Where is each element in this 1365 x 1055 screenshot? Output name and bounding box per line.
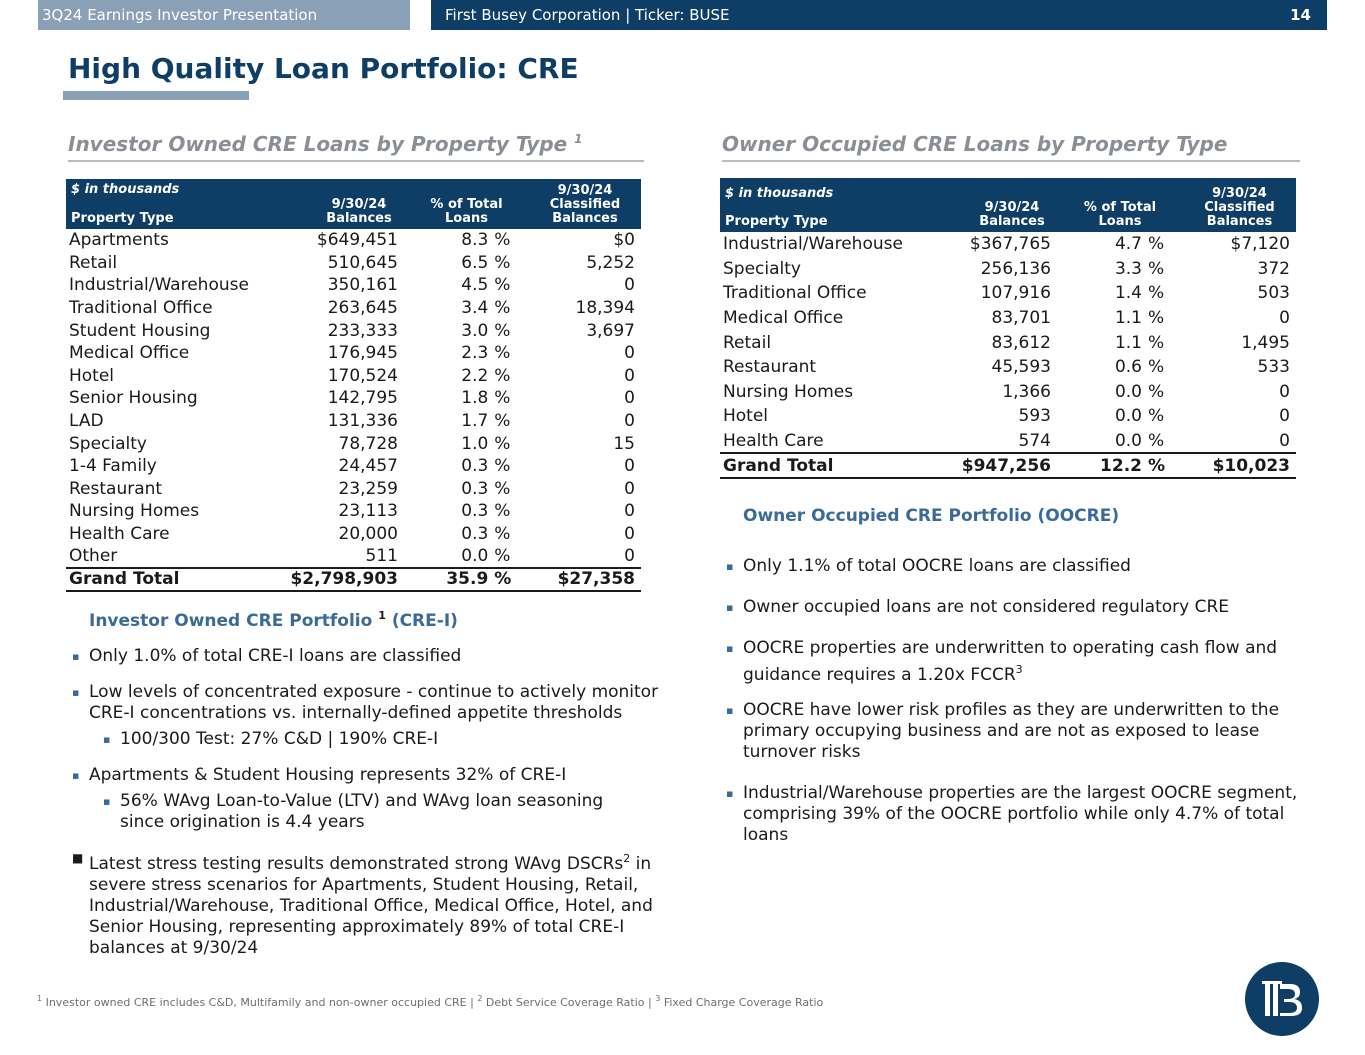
classified-cell: 0 [624, 343, 635, 364]
table-row [720, 306, 1296, 331]
pct-total-cell: 0.0 [461, 546, 489, 567]
bullet-icon: ▪ [72, 769, 80, 782]
table-row [66, 252, 641, 275]
grand-total-row [720, 453, 1296, 478]
table-row [66, 455, 641, 478]
investor-portfolio-heading: Investor Owned CRE Portfolio $^1$ (CRE-I) [89, 609, 458, 631]
classified-cell: 0 [624, 456, 635, 477]
table-row [66, 545, 641, 568]
col-pct-total: % of Total Loans [404, 179, 529, 229]
bullet-icon: ▪ [726, 560, 734, 573]
table-row [66, 523, 641, 546]
classified-cell: 0 [624, 478, 635, 499]
pct-total-cell: 2.2 [461, 365, 489, 386]
property-type-cell: Nursing Homes [723, 381, 854, 402]
pct-total-cell: 0.3 [461, 456, 489, 477]
balance-cell: 510,645 [327, 252, 398, 273]
percent-sign: % [1148, 308, 1165, 329]
classified-cell: 5,252 [586, 252, 635, 273]
percent-sign: % [494, 546, 511, 567]
classified-cell: $27,358 [529, 568, 641, 591]
balance-cell: 23,113 [338, 501, 398, 522]
classified-cell: 372 [1257, 258, 1290, 279]
pct-total-cell: 1.8 [461, 388, 489, 409]
classified-cell: 0 [1279, 430, 1290, 451]
balance-cell: 176,945 [327, 343, 398, 364]
bullet-icon: ▪ [726, 601, 734, 614]
property-type-cell: Retail [69, 252, 118, 273]
classified-cell: 1,495 [1241, 332, 1290, 353]
property-type-cell: Apartments [69, 230, 169, 251]
col-property-type: $ in thousands Property Type [66, 179, 262, 229]
units-label: $ in thousands [71, 182, 180, 197]
balance-cell: 142,795 [327, 388, 398, 409]
balance-cell: 511 [365, 546, 398, 567]
balance-cell: $947,256 [917, 453, 1057, 478]
classified-cell: 0 [624, 524, 635, 545]
property-type-cell: Specialty [723, 258, 801, 279]
investor-bullet-2a: ▪ 100/300 Test: 27% C&D | 190% CRE-I [103, 729, 439, 749]
percent-sign: % [1148, 258, 1165, 279]
property-type-cell: Restaurant [723, 357, 817, 378]
investor-bullet-2: ▪ Low levels of concentrated exposure - continue to actively monitor CRE-I concentrations vs. internally-defined appetite thresholds [72, 682, 659, 723]
balance-cell: 233,333 [327, 320, 398, 341]
col-pct-total: % of Total Loans [1057, 178, 1183, 232]
balance-cell: 350,161 [327, 275, 398, 296]
percent-sign: % [1148, 381, 1165, 402]
classified-cell: 0 [624, 411, 635, 432]
table-row [720, 355, 1296, 380]
pct-total-cell: 0.3 [461, 524, 489, 545]
balance-cell: 45,593 [991, 357, 1051, 378]
owner-cre-table [720, 178, 1296, 479]
bullet-icon: ▪ [103, 795, 111, 808]
investor-bullet-1: ▪ Only 1.0% of total CRE-I loans are classified [72, 646, 462, 666]
owner-bullet-3: ▪ OOCRE properties are underwritten to operating cash flow and guidance requires a 1.20x FCCR$^3$ [726, 638, 1278, 685]
investor-bullet-3: ▪ Apartments & Student Housing represents 32% of CRE-I [72, 765, 567, 785]
table-row [720, 380, 1296, 405]
classified-cell: 3,697 [586, 320, 635, 341]
table-row [720, 281, 1296, 306]
pct-total-cell: 35.9 [404, 568, 490, 591]
percent-sign: % [494, 433, 511, 454]
pct-total-cell: 1.0 [461, 433, 489, 454]
table-row [66, 500, 641, 523]
percent-sign: % [494, 365, 511, 386]
col-balances: 9/30/24 Balances [917, 178, 1057, 232]
percent-sign: % [494, 343, 511, 364]
bullet-icon: ▪ [103, 733, 111, 746]
owner-bullet-1: ▪ Only 1.1% of total OOCRE loans are classified [726, 556, 1131, 576]
company-ticker-bar [431, 0, 1327, 30]
table-row [720, 404, 1296, 429]
classified-cell: 18,394 [575, 298, 635, 319]
classified-cell: 15 [613, 433, 635, 454]
property-type-cell: Hotel [69, 365, 115, 386]
property-type-cell: Medical Office [69, 343, 190, 364]
pct-total-cell: 1.1 [1114, 308, 1142, 329]
pct-total-cell: 3.3 [1114, 258, 1142, 279]
table-row [66, 297, 641, 320]
balance-cell: 263,645 [327, 298, 398, 319]
bullet-icon: ▪ [72, 650, 80, 663]
classified-cell: 0 [624, 365, 635, 386]
col-property-type: $ in thousands Property Type [720, 178, 917, 232]
table-row [66, 478, 641, 501]
balance-cell: $367,765 [969, 234, 1051, 255]
percent-sign: % [494, 501, 511, 522]
investor-section-heading: Investor Owned CRE Loans by Property Type $^1$ [68, 132, 644, 162]
pct-total-cell: 3.4 [461, 298, 489, 319]
percent-sign: % [1148, 332, 1165, 353]
percent-sign: % [490, 568, 529, 591]
pct-total-cell: 1.1 [1114, 332, 1142, 353]
classified-cell: 0 [624, 546, 635, 567]
pct-total-cell: 0.0 [1114, 406, 1142, 427]
percent-sign: % [494, 275, 511, 296]
pct-total-cell: 1.7 [461, 411, 489, 432]
bullet-icon: ▪ [726, 642, 734, 655]
property-type-cell: Medical Office [723, 308, 844, 329]
balance-cell: $649,451 [316, 230, 398, 251]
property-type-cell: LAD [69, 411, 104, 432]
percent-sign: % [494, 252, 511, 273]
footnote-ref: 2 [623, 852, 631, 865]
owner-bullet-4: ▪ OOCRE have lower risk profiles as they are underwritten to the primary occupying business and are not as exposed to lease turnover risks [726, 700, 1280, 762]
owner-bullet-5: ▪ Industrial/Warehouse properties are the largest OOCRE segment, comprising 39% of the OOCRE portfolio while only 4.7% of total loans [726, 783, 1298, 845]
balance-cell: 20,000 [338, 524, 398, 545]
classified-cell: $10,023 [1183, 453, 1296, 478]
pct-total-cell: 6.5 [461, 252, 489, 273]
bullet-icon: ■ [72, 851, 84, 865]
percent-sign: % [494, 411, 511, 432]
balance-cell: 83,612 [991, 332, 1051, 353]
classified-cell: 533 [1257, 357, 1290, 378]
owner-bullet-2: ▪ Owner occupied loans are not considered regulatory CRE [726, 597, 1230, 617]
pct-total-cell: 3.0 [461, 320, 489, 341]
property-type-cell: Student Housing [69, 320, 211, 341]
property-type-cell: Specialty [69, 433, 147, 454]
table-row [66, 432, 641, 455]
pct-total-cell: 0.0 [1114, 381, 1142, 402]
table-row [66, 274, 641, 297]
property-type-cell: Traditional Office [69, 298, 213, 319]
pct-total-cell: 12.2 [1057, 453, 1144, 478]
page-title: High Quality Loan Portfolio: CRE [68, 52, 579, 85]
owner-section-heading: Owner Occupied CRE Loans by Property Type [722, 132, 1300, 162]
percent-sign: % [494, 230, 511, 251]
classified-cell: $0 [613, 230, 635, 251]
balance-cell: 83,701 [991, 308, 1051, 329]
percent-sign: % [494, 320, 511, 341]
bullet-icon: ▪ [72, 686, 80, 699]
balance-cell: 24,457 [338, 456, 398, 477]
table-row [720, 429, 1296, 454]
balance-cell: 78,728 [338, 433, 398, 454]
table-row [66, 319, 641, 342]
percent-sign: % [1148, 406, 1165, 427]
pct-total-cell: 8.3 [461, 230, 489, 251]
owner-portfolio-heading: Owner Occupied CRE Portfolio (OOCRE) [743, 506, 1120, 526]
property-type-cell: Industrial/Warehouse [69, 275, 249, 296]
footnote-ref: 1 [574, 132, 583, 146]
table-row [66, 342, 641, 365]
pct-total-cell: 0.3 [461, 478, 489, 499]
footnote-ref: 3 [1015, 663, 1023, 676]
busey-logo-icon [1245, 962, 1319, 1036]
percent-sign: % [494, 524, 511, 545]
col-classified: 9/30/24 Classified Balances [529, 179, 641, 229]
pct-total-cell: 2.3 [461, 343, 489, 364]
percent-sign: % [1144, 453, 1183, 478]
property-type-cell: Other [69, 546, 118, 567]
percent-sign: % [1148, 430, 1165, 451]
investor-bullet-3a: ▪ 56% WAvg Loan-to-Value (LTV) and WAvg loan seasoning since origination is 4.4 years [103, 791, 604, 832]
percent-sign: % [1148, 357, 1165, 378]
percent-sign: % [1148, 234, 1165, 255]
presentation-title: 3Q24 Earnings Investor Presentation [38, 0, 410, 30]
company-ticker: First Busey Corporation | Ticker: BUSE [445, 6, 730, 24]
bullet-icon: ▪ [726, 787, 734, 800]
balance-cell: $2,798,903 [262, 568, 404, 591]
title-underline [63, 91, 249, 100]
col-balances: 9/30/24 Balances [262, 179, 404, 229]
table-row [66, 410, 641, 433]
pct-total-cell: 0.3 [461, 501, 489, 522]
classified-cell: 0 [624, 388, 635, 409]
classified-cell: 503 [1257, 283, 1290, 304]
table-row [66, 387, 641, 410]
balance-cell: 593 [1018, 406, 1051, 427]
investor-bullet-4: ■ Latest stress testing results demonstrated strong WAvg DSCRs$^2$ in severe stress scenarios for Apartments, Student Housing, Retail, Industrial/Warehouse, Traditional Office, Medical Office, Hotel, and Senior Housing, representing approximately 89% of total CRE-I balances at 9/30/24 [89, 848, 679, 959]
property-type-cell: Nursing Homes [69, 501, 200, 522]
bullet-icon: ▪ [726, 704, 734, 717]
units-label: $ in thousands [725, 186, 834, 201]
table-row [720, 232, 1296, 257]
percent-sign: % [494, 456, 511, 477]
classified-cell: 0 [1279, 381, 1290, 402]
property-type-cell: Senior Housing [69, 388, 198, 409]
classified-cell: 0 [1279, 308, 1290, 329]
property-type-cell: 1-4 Family [69, 456, 157, 477]
classified-cell: 0 [624, 275, 635, 296]
property-type-cell: Grand Total [720, 453, 917, 478]
property-type-cell: Traditional Office [723, 283, 867, 304]
balance-cell: 131,336 [327, 411, 398, 432]
footnote-ref: 1 [378, 609, 386, 622]
balance-cell: 1,366 [1002, 381, 1051, 402]
pct-total-cell: 1.4 [1114, 283, 1142, 304]
table-row [720, 257, 1296, 282]
property-type-cell: Grand Total [66, 568, 262, 591]
pct-total-cell: 0.6 [1114, 357, 1142, 378]
percent-sign: % [494, 478, 511, 499]
percent-sign: % [494, 298, 511, 319]
property-type-cell: Health Care [723, 430, 824, 451]
percent-sign: % [1148, 283, 1165, 304]
table-row [66, 229, 641, 252]
percent-sign: % [494, 388, 511, 409]
classified-cell: $7,120 [1230, 234, 1290, 255]
grand-total-row [66, 568, 641, 591]
property-type-cell: Restaurant [69, 478, 163, 499]
classified-cell: 0 [1279, 406, 1290, 427]
table-row [66, 365, 641, 388]
table-row [720, 330, 1296, 355]
balance-cell: 170,524 [327, 365, 398, 386]
pct-total-cell: 4.7 [1114, 234, 1142, 255]
footnotes: $^1$ Investor owned CRE includes C&D, Multifamily and non-owner occupied CRE | $^2$ Debt Service Coverage Ratio | $^3$ Fixed Charge Coverage Ratio [37, 994, 824, 1009]
col-classified: 9/30/24 Classified Balances [1183, 178, 1296, 232]
pct-total-cell: 0.0 [1114, 430, 1142, 451]
property-type-cell: Health Care [69, 524, 170, 545]
property-type-cell: Industrial/Warehouse [723, 234, 903, 255]
property-type-cell: Retail [723, 332, 772, 353]
balance-cell: 107,916 [980, 283, 1051, 304]
balance-cell: 256,136 [980, 258, 1051, 279]
investor-cre-table [66, 179, 641, 592]
classified-cell: 0 [624, 501, 635, 522]
balance-cell: 23,259 [338, 478, 398, 499]
property-type-cell: Hotel [723, 406, 769, 427]
balance-cell: 574 [1018, 430, 1051, 451]
page-number: 14 [1290, 6, 1311, 24]
pct-total-cell: 4.5 [461, 275, 489, 296]
